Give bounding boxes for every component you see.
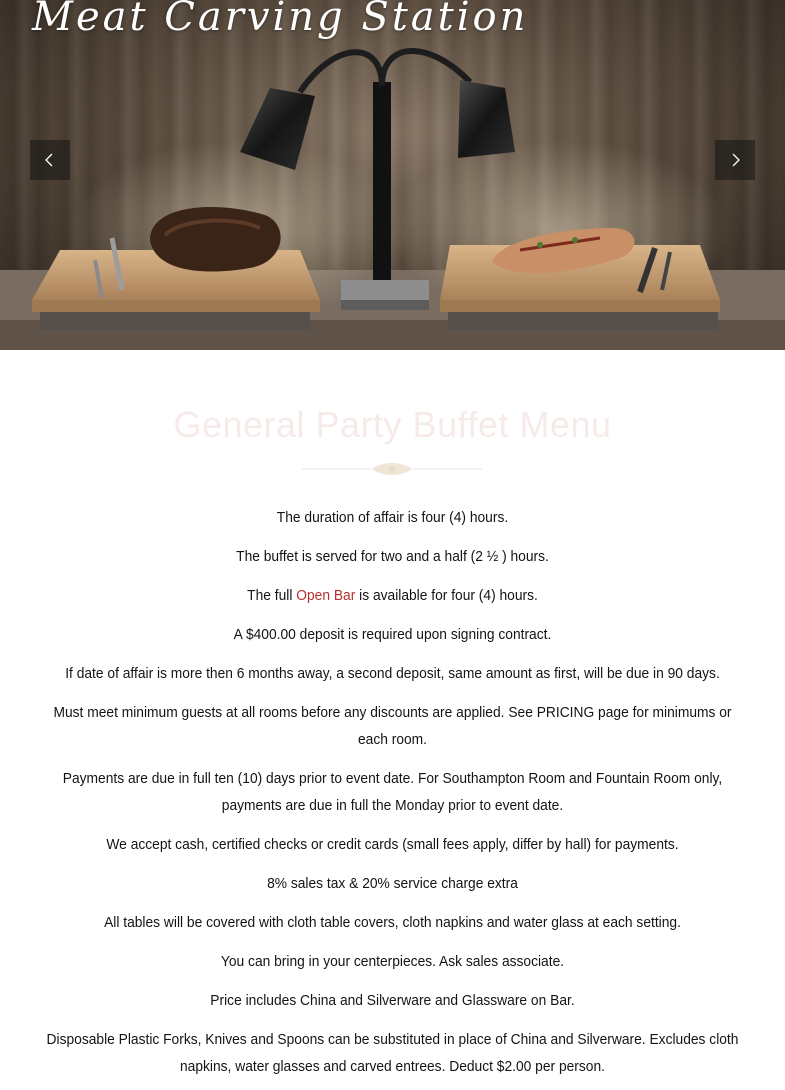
slider-prev-button[interactable] — [30, 140, 70, 180]
list-item: You can bring in your centerpieces. Ask sales associate. — [220, 953, 565, 970]
list-item — [41, 582, 745, 609]
list-item: All tables will be covered with cloth table covers, cloth napkins and water glass at each setting. — [104, 914, 681, 931]
list-item: The buffet is served for two and a half (2 ½ ) hours. — [236, 548, 549, 565]
carving-station-photo — [0, 0, 785, 350]
list-item: Price includes China and Silverware and Glassware on Bar. — [210, 992, 575, 1009]
list-item: If date of affair is more then 6 months away, a second deposit, same amount as first, will be due in 90 days. — [65, 665, 720, 682]
list-item: Disposable Plastic Forks, Knives and Spoons can be substituted in place of China and Silverware. Excludes cloth napkins, water glasses and carved entrees. Deduct $2.00 per person. — [46, 1031, 739, 1075]
section-title: General Party Buffet Menu — [173, 404, 612, 445]
list-item: The duration of affair is four (4) hours. — [276, 509, 509, 526]
chevron-left-icon — [43, 153, 57, 167]
list-item-text: is available for four (4) hours. — [355, 587, 538, 604]
list-item: We accept cash, certified checks or credit cards (small fees apply, differ by hall) for payments. — [106, 836, 679, 853]
slide-caption: Meat Carving Station — [32, 0, 529, 40]
hero-slider — [0, 0, 785, 350]
list-item: Payments are due in full ten (10) days prior to event date. For Southampton Room and Fountain Room only, payments are due in full the Monday prior to event date. — [62, 770, 723, 814]
open-bar-link[interactable]: Open Bar — [296, 587, 356, 604]
list-item: A $400.00 deposit is required upon signing contract. — [233, 626, 552, 643]
slider-next-button[interactable] — [715, 140, 755, 180]
buffet-info-list — [41, 504, 745, 1090]
list-item: 8% sales tax & 20% service charge extra — [267, 875, 518, 892]
chevron-right-icon — [728, 153, 742, 167]
ornament-divider-icon — [292, 458, 492, 478]
list-item-text: The full — [247, 587, 297, 604]
list-item: Must meet minimum guests at all rooms before any discounts are applied. See PRICING page for minimums or each room. — [53, 704, 732, 748]
